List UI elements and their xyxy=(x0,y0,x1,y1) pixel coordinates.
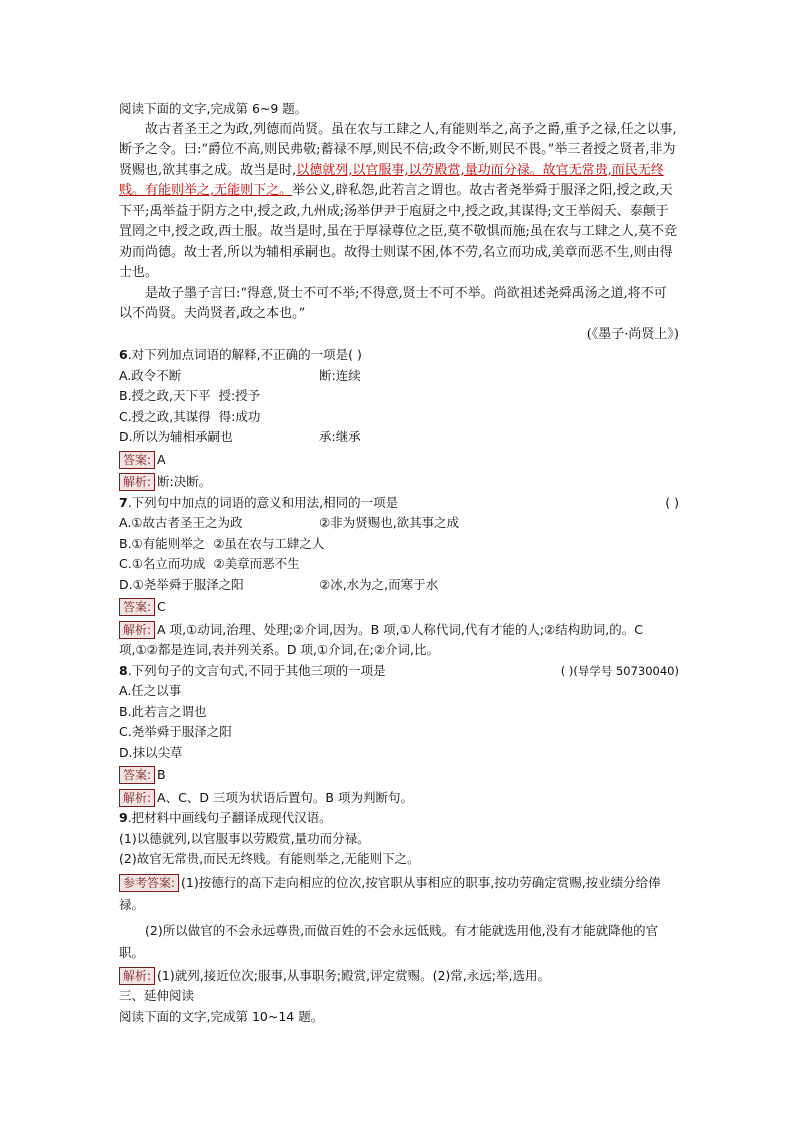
reading-instruction-1: 阅读下面的文字,完成第 6~9 题。 xyxy=(119,101,308,116)
question-7-stem xyxy=(119,493,679,514)
option-a: A.①故古者圣王之为政 ②非为贤赐也,欲其事之成 xyxy=(119,515,460,530)
analysis-row xyxy=(119,620,679,661)
question-number: 6 xyxy=(119,347,128,362)
analysis-text: A 项,①动词,治理、处理;②介词,因为。B 项,①人称代词,代有才能的人;②结构助词,的。C 项,①②都是连词,表并列关系。D 项,①介词,在;②介词,比。 xyxy=(119,621,643,657)
answer-label: 答案: xyxy=(119,598,155,616)
answer-value: A xyxy=(157,451,166,467)
translate-item-1: (1)以德就列,以官服事以劳殿赏,量功而分禄。 xyxy=(119,830,370,846)
question-8 xyxy=(119,661,679,809)
option-b: B.①有能则举之 ②虽在农与工肆之人 xyxy=(119,535,325,551)
guide-number: (导学号 50730040) xyxy=(573,663,679,678)
option-d: D.①尧举舜于服泽之阳 ②冰,水为之,而寒于水 xyxy=(119,576,439,592)
answer-value: C xyxy=(157,599,166,614)
reference-answer-1: 参考答案: (1)按德行的高下走向相应的位次,按官职从事相应的职事,按功劳确定赏赐,按业绩分给俸禄。 xyxy=(119,874,661,912)
analysis-row xyxy=(119,788,679,809)
option-b: B.授之政,天下平 授:授予 xyxy=(119,388,261,403)
question-8-stem xyxy=(119,661,679,682)
answer-paren: ( ) xyxy=(560,663,574,678)
question-text: .下列句子的文言句式,不同于其他三项的一项是 xyxy=(127,662,386,678)
question-text: .对下列加点词语的解释,不正确的一项是( ) xyxy=(127,347,362,362)
option-c: C.①名立而功成 ②美章而恶不生 xyxy=(119,556,300,571)
passage-text: 举公义,辟私怨,此若言之谓也。故古者尧举舜于服泽之阳,授之政,天下平;禹举益于阴方之中,授之政,九州成;汤举伊尹于庖厨之中,授之政,其谋得;文王举闳夭、泰颠于罝罔之中,授之政,西土服。故当是时,虽在于厚禄尊位之臣,莫不敬惧而施;虽在农与工肆之人,莫不竞劝而尚德。故士者,所以为辅相承嗣也。故得士则谋不困,体不劳,名立而功成,美章而恶不生,则由得士也。 xyxy=(119,183,678,280)
question-number: 8 xyxy=(119,662,128,678)
question-6-stem xyxy=(119,345,679,366)
answer-row xyxy=(119,597,679,618)
answer-row xyxy=(119,450,679,471)
option-a: A.政令不断 断:连续 xyxy=(119,367,361,383)
analysis-row xyxy=(119,966,679,987)
section-heading: 三、延伸阅读 xyxy=(119,988,195,1003)
analysis-label: 解析: xyxy=(119,473,155,491)
option-a: A.任之以事 xyxy=(119,683,182,698)
answer-value: B xyxy=(157,767,166,782)
answer-label: 答案: xyxy=(119,451,155,469)
underlined-sentence: 以德就列,以官服事,以劳殿赏,量功而分禄。故官无常贵,而民无终贱。有能则举之,无能则下之。 xyxy=(119,162,664,198)
reference-answer-2: (2)所以做官的不会永远尊贵,而做百姓的不会永远低贱。有才能就选用他,没有才能就降他的官职。 xyxy=(119,922,659,960)
question-number: 9 xyxy=(119,810,128,825)
analysis-label: 解析: xyxy=(119,967,155,985)
question-text: .把材料中画线句子翻译成现代汉语。 xyxy=(127,810,332,825)
analysis-label: 解析: xyxy=(119,621,155,639)
passage-paragraph-1 xyxy=(119,120,679,284)
translate-item-2: (2)故官无常贵,而民无终贱。有能则举之,无能则下之。 xyxy=(119,851,420,866)
passage-text: 故古者圣王之为政,列德而尚贤。虽在农与工肆之人,有能则举之,高予之爵,重予之禄,任之以事,断予之令。曰:“爵位不高,则民弗敬;蓄禄不厚,则民不信;政令不断,则民不畏。”举三者授之贤者,非为贤赐也,欲其事之成。故当是时, xyxy=(119,121,677,178)
analysis-text: 断:决断。 xyxy=(157,474,212,489)
analysis-text: A、C、D 三项为状语后置句。B 项为判断句。 xyxy=(157,789,413,805)
passage-paragraph-2: 是故子墨子言曰:“得意,贤士不可不举;不得意,贤士不可不举。尚欲祖述尧舜禹汤之道,将不可以不尚贤。夫尚贤者,政之本也。” xyxy=(119,285,667,321)
answer-label: 答案: xyxy=(119,766,155,784)
option-d: D.所以为辅相承嗣也 承:继承 xyxy=(119,429,361,444)
option-c: C.授之政,其谋得 得:成功 xyxy=(119,408,261,424)
analysis-label: 解析: xyxy=(119,789,155,807)
analysis-text: (1)就列,接近位次;服事,从事职务;殿赏,评定赏赐。(2)常,永远;举,选用。 xyxy=(157,967,550,983)
analysis-row xyxy=(119,472,679,493)
passage-source: (《墨子·尚贤上》) xyxy=(586,326,679,342)
answer-row xyxy=(119,765,679,786)
option-b: B.此若言之谓也 xyxy=(119,703,207,719)
question-7 xyxy=(119,493,679,661)
reference-answer-label: 参考答案: xyxy=(119,874,179,892)
document-content xyxy=(119,99,679,1027)
answer-paren: ( ) xyxy=(665,494,679,510)
question-number: 7 xyxy=(119,494,128,510)
option-d: D.抹以尖草 xyxy=(119,744,183,760)
question-9 xyxy=(119,808,679,986)
question-text: .下列句中加点的词语的意义和用法,相同的一项是 xyxy=(127,494,399,510)
question-6 xyxy=(119,345,679,493)
question-9-stem xyxy=(119,808,679,829)
reading-instruction-2: 阅读下面的文字,完成第 10~14 题。 xyxy=(119,1008,324,1024)
option-c: C.尧举舜于服泽之阳 xyxy=(119,724,232,739)
